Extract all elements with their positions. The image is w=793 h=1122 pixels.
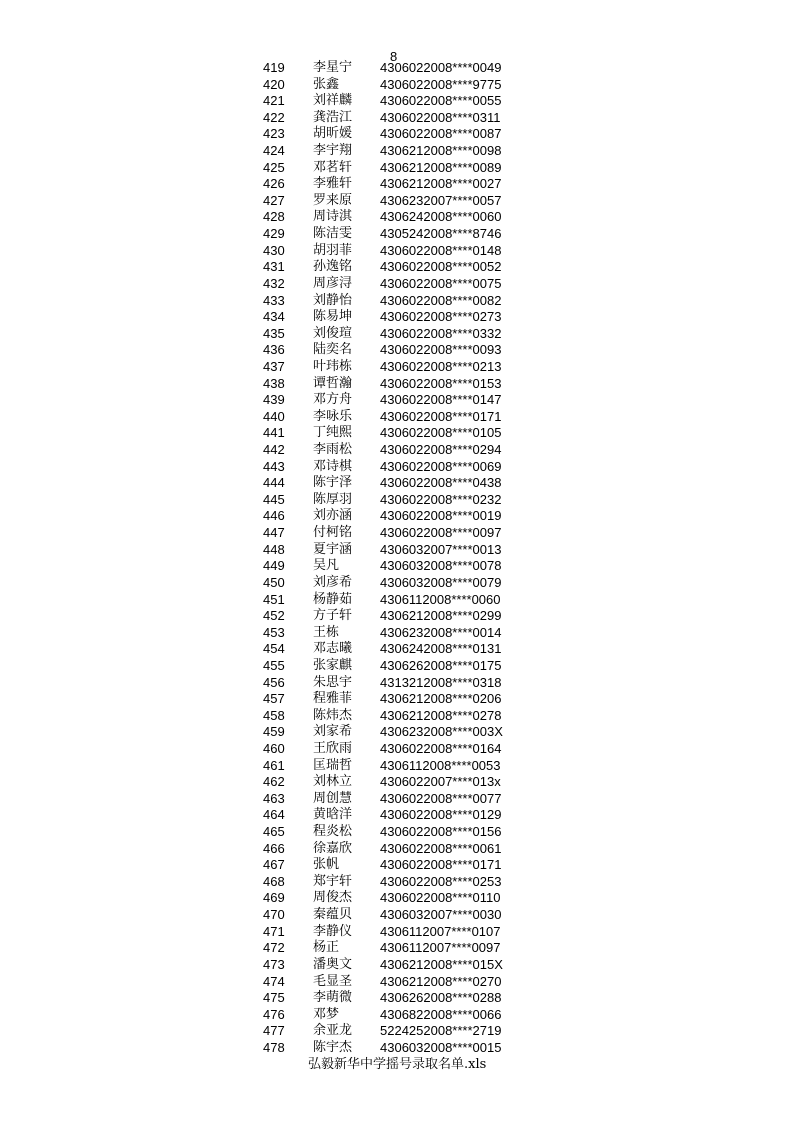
student-name: 叶玮栋 [313, 358, 353, 374]
row-number: 448 [263, 541, 285, 557]
row-number: 443 [263, 458, 285, 474]
id-number: 4306112008****0053 [380, 757, 501, 773]
id-number: 4306212008****0206 [380, 691, 502, 707]
row-number: 450 [263, 574, 285, 590]
id-number: 4306112007****0097 [380, 940, 501, 956]
row-number: 454 [263, 641, 285, 657]
row-number: 422 [263, 109, 285, 125]
row-number: 420 [263, 76, 285, 92]
student-name: 黄晗洋 [313, 807, 353, 823]
id-number: 4313212008****0318 [380, 674, 502, 690]
list-item [0, 724, 793, 741]
list-item [0, 143, 793, 160]
student-name: 周创慧 [313, 790, 353, 806]
id-number: 4306032008****0078 [380, 558, 502, 574]
id-number: 4306032008****0079 [380, 574, 502, 590]
id-number: 4306212008****0278 [380, 707, 502, 723]
student-name: 邓诗棋 [313, 458, 353, 474]
id-number: 4306112007****0107 [380, 923, 501, 939]
list-item [0, 475, 793, 492]
student-name: 龚浩江 [313, 109, 353, 125]
id-number: 4306022008****0075 [380, 275, 502, 291]
row-number: 472 [263, 940, 285, 956]
list-item [0, 758, 793, 775]
row-number: 439 [263, 392, 285, 408]
row-number: 425 [263, 159, 285, 175]
id-number: 4306022008****0438 [380, 475, 502, 491]
list-item [0, 675, 793, 692]
row-number: 459 [263, 724, 285, 740]
student-name: 周俊杰 [313, 890, 353, 906]
list-item [0, 193, 793, 210]
row-number: 466 [263, 840, 285, 856]
row-number: 446 [263, 508, 285, 524]
row-number: 432 [263, 275, 285, 291]
student-name: 李萌微 [313, 990, 353, 1006]
row-number: 455 [263, 657, 285, 673]
row-number: 458 [263, 707, 285, 723]
student-name: 刘亦涵 [313, 508, 353, 524]
student-name: 王欣雨 [313, 740, 353, 756]
list-item [0, 243, 793, 260]
id-number: 4306032007****0013 [380, 541, 502, 557]
id-number: 4306022008****0311 [380, 109, 501, 125]
id-number: 4306212008****0027 [380, 176, 502, 192]
student-name: 刘静怡 [313, 292, 353, 308]
id-number: 4306022008****0156 [380, 824, 502, 840]
id-number: 4305242008****8746 [380, 226, 502, 242]
list-item [0, 957, 793, 974]
list-item [0, 625, 793, 642]
student-name: 余亚龙 [313, 1023, 353, 1039]
id-number: 4306022008****0093 [380, 342, 502, 358]
list-item [0, 508, 793, 525]
list-item [0, 841, 793, 858]
row-number: 438 [263, 375, 285, 391]
list-item [0, 708, 793, 725]
student-name: 周彦浔 [313, 275, 353, 291]
row-number: 423 [263, 126, 285, 142]
id-number: 4306032008****0015 [380, 1039, 502, 1055]
row-number: 476 [263, 1006, 285, 1022]
list-item [0, 558, 793, 575]
list-item [0, 807, 793, 824]
list-item [0, 741, 793, 758]
list-item [0, 1007, 793, 1024]
row-number: 471 [263, 923, 285, 939]
student-name: 潘奥文 [313, 956, 353, 972]
id-number: 4306022008****0055 [380, 93, 502, 109]
row-number: 435 [263, 325, 285, 341]
row-number: 429 [263, 226, 285, 242]
student-name: 刘俊瑄 [313, 325, 353, 341]
list-item [0, 293, 793, 310]
student-name: 杨正 [313, 940, 340, 956]
student-name: 刘林立 [313, 774, 353, 790]
list-item [0, 326, 793, 343]
list-item [0, 824, 793, 841]
id-number: 4306242008****0131 [380, 641, 502, 657]
row-number: 475 [263, 990, 285, 1006]
id-number: 4306022008****0148 [380, 242, 502, 258]
list-item [0, 359, 793, 376]
student-name: 丁纯熙 [313, 425, 353, 441]
list-item [0, 93, 793, 110]
id-number: 4306112008****0060 [380, 591, 501, 607]
id-number: 4306022007****013x [380, 774, 501, 790]
row-number: 444 [263, 475, 285, 491]
row-number: 473 [263, 956, 285, 972]
id-number: 4306022008****0213 [380, 358, 502, 374]
student-name: 匡瑞哲 [313, 757, 353, 773]
student-name: 陈厚羽 [313, 491, 353, 507]
id-number: 5224252008****2719 [380, 1023, 502, 1039]
id-number: 4306022008****0087 [380, 126, 502, 142]
row-number: 434 [263, 309, 285, 325]
student-name: 王栋 [313, 624, 340, 640]
page-number: 8 [390, 49, 398, 64]
list-item [0, 259, 793, 276]
student-name: 张家麒 [313, 657, 353, 673]
row-number: 427 [263, 192, 285, 208]
row-number: 431 [263, 259, 285, 275]
row-number: 477 [263, 1023, 285, 1039]
student-name: 李雨松 [313, 442, 353, 458]
row-number: 457 [263, 691, 285, 707]
row-number: 426 [263, 176, 285, 192]
row-number: 421 [263, 93, 285, 109]
student-name: 张鑫 [313, 76, 340, 92]
id-number: 4306022008****0332 [380, 325, 502, 341]
id-number: 4306022008****0129 [380, 807, 502, 823]
id-number: 4306022008****0273 [380, 309, 502, 325]
list-item [0, 425, 793, 442]
id-number: 4306212008****015X [380, 956, 503, 972]
student-name: 毛显圣 [313, 973, 353, 989]
row-number: 462 [263, 774, 285, 790]
list-item [0, 691, 793, 708]
id-number: 4306232007****0057 [380, 192, 502, 208]
row-number: 453 [263, 624, 285, 640]
student-name: 胡羽菲 [313, 242, 353, 258]
row-number: 461 [263, 757, 285, 773]
list-item [0, 160, 793, 177]
id-number: 4306022008****0077 [380, 790, 502, 806]
list-item [0, 176, 793, 193]
list-item [0, 592, 793, 609]
list-item [0, 924, 793, 941]
row-number: 436 [263, 342, 285, 358]
list-item [0, 575, 793, 592]
id-number: 4306022008****0253 [380, 873, 502, 889]
list-item [0, 1023, 793, 1040]
id-number: 4306022008****0232 [380, 491, 502, 507]
list-item [0, 126, 793, 143]
id-number: 4306262008****0288 [380, 990, 502, 1006]
list-item [0, 974, 793, 991]
id-number: 4306022008****0069 [380, 458, 502, 474]
id-number: 4306212008****0089 [380, 159, 502, 175]
student-name: 李静仪 [313, 923, 353, 939]
student-name: 刘家希 [313, 724, 353, 740]
student-name: 程炎松 [313, 824, 353, 840]
list-item [0, 940, 793, 957]
id-number: 4306022008****0049 [380, 60, 502, 75]
list-item [0, 276, 793, 293]
id-number: 4306022008****0052 [380, 259, 502, 275]
id-number: 4306232008****003X [380, 724, 503, 740]
student-name: 陈洁雯 [313, 226, 353, 242]
row-number: 424 [263, 143, 285, 159]
list-item [0, 392, 793, 409]
list-item [0, 459, 793, 476]
student-name: 陈易坤 [313, 309, 353, 325]
student-name: 孙逸铭 [313, 259, 353, 275]
student-name: 郑宇轩 [313, 873, 353, 889]
id-number: 4306022008****0105 [380, 425, 502, 441]
id-number: 4306022008****9775 [380, 76, 502, 92]
student-name: 刘祥麟 [313, 93, 353, 109]
list-item [0, 890, 793, 907]
id-number: 4306022008****0019 [380, 508, 502, 524]
row-number: 428 [263, 209, 285, 225]
list-item [0, 874, 793, 891]
id-number: 4306022008****0294 [380, 442, 502, 458]
id-number: 4306022008****0171 [380, 408, 502, 424]
student-name: 刘彦希 [313, 574, 353, 590]
student-name: 陈宇泽 [313, 475, 353, 491]
list-item [0, 990, 793, 1007]
list-item [0, 409, 793, 426]
id-number: 4306212008****0270 [380, 973, 502, 989]
student-name: 方子轩 [313, 608, 353, 624]
row-number: 441 [263, 425, 285, 441]
row-number: 470 [263, 907, 285, 923]
id-number: 4306022008****0097 [380, 525, 502, 541]
row-number: 430 [263, 242, 285, 258]
list-item [0, 542, 793, 559]
id-number: 4306022008****0082 [380, 292, 502, 308]
id-number: 4306022008****0164 [380, 740, 502, 756]
id-number: 4306022008****0110 [380, 890, 501, 906]
student-name: 李宇翔 [313, 143, 353, 159]
student-name: 程雅菲 [313, 691, 353, 707]
row-number: 474 [263, 973, 285, 989]
row-number: 456 [263, 674, 285, 690]
student-name: 邓梦 [313, 1006, 340, 1022]
row-number: 469 [263, 890, 285, 906]
student-name: 张帆 [313, 857, 340, 873]
id-number: 4306242008****0060 [380, 209, 502, 225]
list-item [0, 641, 793, 658]
id-number: 4306822008****0066 [380, 1006, 502, 1022]
list-item [0, 857, 793, 874]
list-item [0, 309, 793, 326]
document-footer: 弘毅新华中学摇号录取名单.xls [308, 1057, 487, 1072]
list-item [0, 376, 793, 393]
row-number: 433 [263, 292, 285, 308]
student-name: 周诗淇 [313, 209, 353, 225]
student-name: 罗来原 [313, 192, 353, 208]
list-item [0, 60, 793, 77]
list-item [0, 226, 793, 243]
row-number: 464 [263, 807, 285, 823]
student-name: 谭哲瀚 [313, 375, 353, 391]
list-item [0, 525, 793, 542]
row-number: 447 [263, 525, 285, 541]
id-number: 4306212008****0098 [380, 143, 502, 159]
student-name: 邓志曦 [313, 641, 353, 657]
list-item [0, 209, 793, 226]
row-number: 468 [263, 873, 285, 889]
roster-list [0, 60, 793, 1057]
row-number: 451 [263, 591, 285, 607]
student-name: 陈炜杰 [313, 707, 353, 723]
list-item [0, 442, 793, 459]
student-name: 徐嘉欣 [313, 840, 353, 856]
list-item [0, 907, 793, 924]
list-item [0, 791, 793, 808]
row-number: 440 [263, 408, 285, 424]
student-name: 李咏乐 [313, 408, 353, 424]
row-number: 452 [263, 608, 285, 624]
student-name: 朱思宇 [313, 674, 353, 690]
row-number: 419 [263, 60, 285, 75]
student-name: 秦蕴贝 [313, 907, 353, 923]
list-item [0, 1040, 793, 1057]
row-number: 478 [263, 1039, 285, 1055]
id-number: 4306022008****0147 [380, 392, 502, 408]
id-number: 4306022008****0171 [380, 857, 502, 873]
row-number: 460 [263, 740, 285, 756]
list-item [0, 110, 793, 127]
list-item [0, 658, 793, 675]
student-name: 吴凡 [313, 558, 340, 574]
id-number: 4306212008****0299 [380, 608, 502, 624]
row-number: 463 [263, 790, 285, 806]
id-number: 4306022008****0061 [380, 840, 502, 856]
row-number: 437 [263, 358, 285, 374]
student-name: 李星宁 [313, 60, 353, 75]
student-name: 邓茗轩 [313, 159, 353, 175]
id-number: 4306262008****0175 [380, 657, 502, 673]
row-number: 467 [263, 857, 285, 873]
student-name: 邓方舟 [313, 392, 353, 408]
student-name: 杨静茹 [313, 591, 353, 607]
row-number: 445 [263, 491, 285, 507]
row-number: 449 [263, 558, 285, 574]
list-item [0, 492, 793, 509]
list-item [0, 342, 793, 359]
list-item [0, 77, 793, 94]
student-name: 夏宇涵 [313, 541, 353, 557]
student-name: 胡昕媛 [313, 126, 353, 142]
list-item [0, 608, 793, 625]
student-name: 李雅轩 [313, 176, 353, 192]
list-item [0, 774, 793, 791]
student-name: 陈宇杰 [313, 1039, 353, 1055]
row-number: 442 [263, 442, 285, 458]
id-number: 4306022008****0153 [380, 375, 502, 391]
id-number: 4306232008****0014 [380, 624, 502, 640]
student-name: 付柯铭 [313, 525, 353, 541]
row-number: 465 [263, 824, 285, 840]
student-name: 陆奕名 [313, 342, 353, 358]
id-number: 4306032007****0030 [380, 907, 502, 923]
